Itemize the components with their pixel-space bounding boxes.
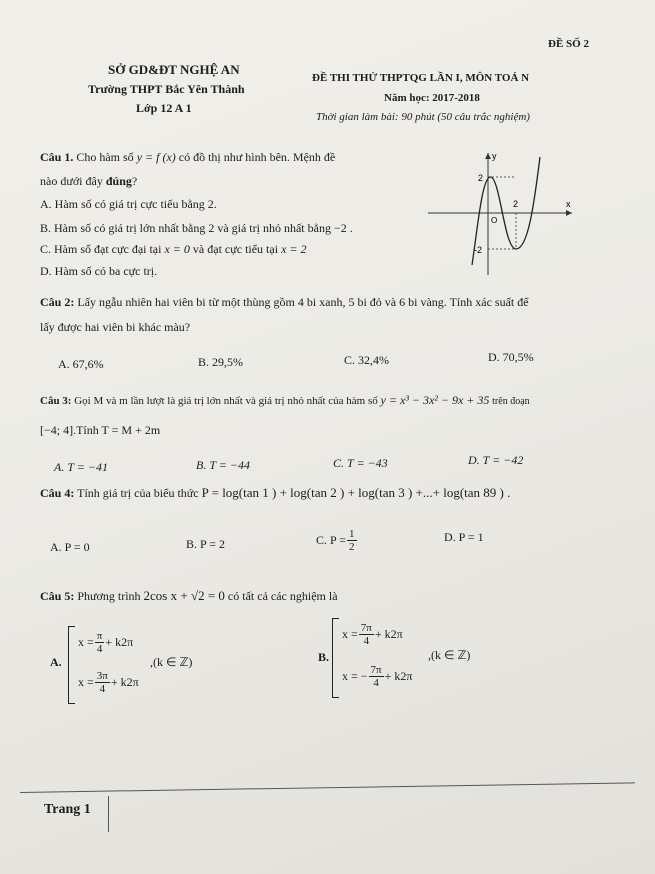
q5-option-b-label: B. — [318, 650, 330, 664]
q1-option-c-x2: x = 2 — [281, 242, 307, 256]
q4-option-c-num: 1 — [349, 528, 355, 540]
q1-graph — [420, 145, 580, 280]
q4-line — [40, 485, 510, 501]
q5-a-r1-fraction — [95, 630, 105, 655]
q3-option-a: A. T = −41 — [54, 460, 108, 474]
exam-duration: Thời gian làm bài: 90 phút (50 câu trắc nghiệm) — [316, 111, 530, 123]
q5-option-a-label: A. — [50, 655, 62, 669]
q5-b-r2-num: 7π — [370, 664, 382, 676]
q3-option-b: B. T = −44 — [196, 458, 250, 472]
q4-label: Câu 4: — [40, 486, 75, 500]
q5-option-a-condition: ,(k ∈ ℤ) — [150, 655, 193, 669]
q1-option-d: D. Hàm số có ba cực trị. — [40, 264, 158, 278]
q1-option-c-text2: và đạt cực tiểu tại — [192, 242, 279, 256]
q4-option-d: D. P = 1 — [444, 530, 484, 544]
q2-option-c: C. 32,4% — [344, 353, 389, 367]
q1-option-c-text: C. Hàm số đạt cực đại tại — [40, 242, 162, 256]
school-year: Năm học: 2017-2018 — [384, 92, 480, 104]
q5-b-r2-pre: x = − — [342, 669, 368, 683]
q5-text: Phương trình — [77, 589, 141, 603]
q5-b-r1-num: 7π — [360, 622, 372, 634]
q5-option-a-bracket — [68, 626, 75, 704]
q1-line1 — [40, 150, 335, 165]
q4-option-c — [316, 528, 358, 553]
q3-interval: [−4; 4] — [40, 423, 74, 437]
school-name: Trường THPT Bắc Yên Thành — [88, 82, 245, 96]
q3-line2 — [40, 423, 160, 438]
footer-vertical-divider — [108, 796, 109, 832]
q5-text-end: có tất cả các nghiệm là — [227, 589, 338, 603]
q1-line2-text: nào dưới đây — [40, 174, 103, 188]
q4-option-c-den: 2 — [349, 541, 355, 553]
q5-label: Câu 5: — [40, 589, 75, 603]
q5-b-r1-den: 4 — [363, 635, 370, 647]
q2-option-d: D. 70,5% — [488, 350, 534, 364]
graph-label-y: y — [492, 151, 497, 161]
graph-label-x2: 2 — [513, 199, 519, 209]
q1-text-end: có đồ thị như hình bên. Mệnh đề — [178, 150, 336, 164]
graph-label-origin: O — [491, 216, 498, 225]
q1-text: Cho hàm số — [76, 150, 134, 164]
q1-line2-end: ? — [131, 174, 138, 188]
q3-function: y = x³ − 3x² − 9x + 35 — [380, 393, 490, 407]
q5-a-r1-post: + k2π — [105, 635, 134, 649]
y-axis-arrow-icon — [485, 153, 491, 159]
q5-a-r2-post: + k2π — [110, 675, 139, 689]
q2-line2: lấy được hai viên bi khác màu? — [40, 320, 191, 334]
q5-equation: 2cos x + √2 = 0 — [143, 588, 225, 603]
q3-option-d: D. T = −42 — [468, 453, 524, 467]
q5-option-b-bracket — [332, 618, 339, 698]
q3-option-c: C. T = −43 — [333, 456, 388, 470]
q1-label: Câu 1. — [40, 150, 74, 164]
graph-label-x: x — [566, 199, 571, 209]
page-number: Trang 1 — [44, 802, 91, 817]
q4-text: Tính giá trị của biểu thức — [77, 486, 199, 500]
q5-b-r1-fraction — [359, 622, 374, 647]
q2-option-b: B. 29,5% — [198, 355, 243, 369]
q5-b-r2-post: + k2π — [384, 669, 413, 683]
q1-function: y = f (x) — [136, 150, 176, 164]
q5-b-r2-den: 4 — [373, 677, 379, 689]
q2-option-a: A. 67,6% — [58, 357, 104, 371]
class-name: Lớp 12 A 1 — [136, 101, 192, 115]
department-name: SỞ GD&ĐT NGHỆ AN — [108, 62, 240, 77]
q1-option-a: A. Hàm số có giá trị cực tiểu bằng 2. — [40, 197, 217, 211]
q1-line2 — [40, 174, 137, 189]
q2-text: Lấy ngẫu nhiên hai viên bi từ một thùng gồm 4 bi xanh, 5 bi đỏ và 6 bi vàng. Tính xác suất để — [77, 295, 529, 309]
q4-expression: P = log(tan 1 ) + log(tan 2 ) + log(tan 3 ) +...+ log(tan 89 ) . — [201, 485, 511, 500]
q5-option-b-row2 — [342, 664, 412, 689]
q4-option-c-text: C. P = — [316, 533, 346, 547]
q4-option-b: B. P = 2 — [186, 537, 225, 551]
q3-text: Gọi M và m lần lượt là giá trị lớn nhất và giá trị nhỏ nhất của hàm số — [74, 395, 378, 407]
footer-divider — [20, 782, 635, 793]
q5-option-a-row1 — [78, 630, 133, 655]
q4-option-c-fraction — [347, 528, 357, 553]
q5-a-r2-den: 4 — [99, 683, 106, 695]
q5-a-r1-pre: x = — [78, 635, 94, 649]
q2-label: Câu 2: — [40, 295, 75, 309]
q5-b-r1-post: + k2π — [374, 627, 403, 641]
q4-option-a: A. P = 0 — [50, 540, 90, 554]
q3-line1 — [40, 393, 530, 408]
q1-option-c-x0: x = 0 — [164, 242, 190, 256]
q5-option-b-condition: ,(k ∈ ℤ) — [428, 648, 471, 662]
graph-label-minus2: -2 — [474, 245, 483, 255]
q1-option-c — [40, 242, 307, 257]
q5-b-r1-pre: x = — [342, 627, 358, 641]
q5-option-a-row2 — [78, 670, 139, 695]
x-axis-arrow-icon — [566, 210, 572, 216]
q5-line — [40, 588, 338, 604]
q5-b-r2-fraction — [369, 664, 384, 689]
q5-a-r1-den: 4 — [96, 643, 103, 655]
q5-a-r1-num: π — [96, 630, 103, 642]
q5-a-r2-fraction — [95, 670, 110, 695]
q5-option-b-row1 — [342, 622, 403, 647]
graph-label-2: 2 — [478, 173, 484, 183]
q1-line2-bold: đúng — [105, 174, 132, 188]
exam-code: ĐỀ SỐ 2 — [548, 38, 589, 50]
q3-label: Câu 3: — [40, 395, 72, 407]
q5-a-r2-num: 3π — [96, 670, 108, 682]
q3-text-end: trên đoạn — [492, 396, 530, 407]
exam-title: ĐỀ THI THỬ THPTQG LẦN I, MÔN TOÁ N — [312, 72, 530, 84]
q2-line1 — [40, 295, 529, 310]
q5-a-r2-pre: x = — [78, 675, 94, 689]
q1-option-b: B. Hàm số có giá trị lớn nhất bằng 2 và giá trị nhỏ nhất bằng −2 . — [40, 221, 353, 235]
q3-text2: .Tính T = M + 2m — [73, 423, 161, 437]
